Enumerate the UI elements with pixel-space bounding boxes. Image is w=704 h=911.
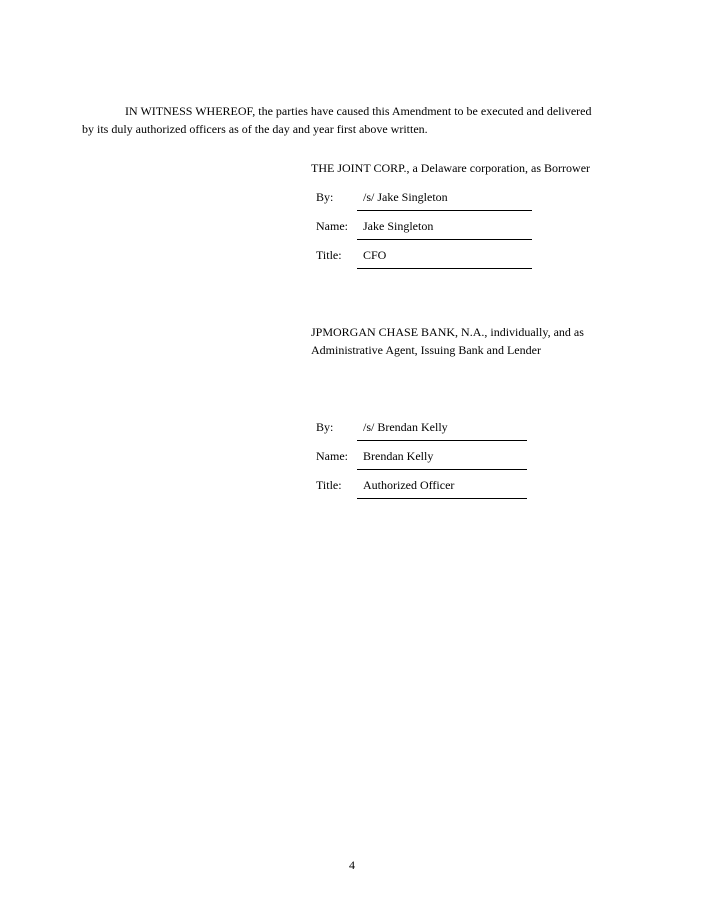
witness-line-1: IN WITNESS WHEREOF, the parties have caused this Amendment to be executed and delivered [125, 104, 592, 118]
signature-line [357, 210, 532, 211]
lender-title: Authorized Officer [363, 478, 455, 492]
witness-paragraph [82, 102, 627, 138]
name-line [357, 469, 527, 470]
witness-line-2: by its duly authorized officers as of the day and year first above written. [82, 122, 428, 136]
by-label: By: [316, 420, 334, 434]
title-line [357, 268, 532, 269]
name-label: Name: [316, 449, 348, 463]
page-number: 4 [349, 858, 355, 872]
signature-line [357, 440, 527, 441]
borrower-heading: THE JOINT CORP., a Delaware corporation, as Borrower [311, 161, 591, 175]
borrower-signature: /s/ Jake Singleton [363, 190, 448, 204]
lender-signature: /s/ Brendan Kelly [363, 420, 448, 434]
name-line [357, 239, 532, 240]
lender-heading [311, 323, 584, 359]
borrower-title: CFO [363, 248, 387, 262]
lender-heading-line-2: Administrative Agent, Issuing Bank and Lender [311, 343, 541, 357]
lender-name: Brendan Kelly [363, 449, 434, 463]
name-label: Name: [316, 219, 348, 233]
borrower-name: Jake Singleton [363, 219, 434, 233]
title-line [357, 498, 527, 499]
lender-heading-line-1: JPMORGAN CHASE BANK, N.A., individually, and as [311, 325, 584, 339]
title-label: Title: [316, 248, 342, 262]
title-label: Title: [316, 478, 342, 492]
by-label: By: [316, 190, 334, 204]
